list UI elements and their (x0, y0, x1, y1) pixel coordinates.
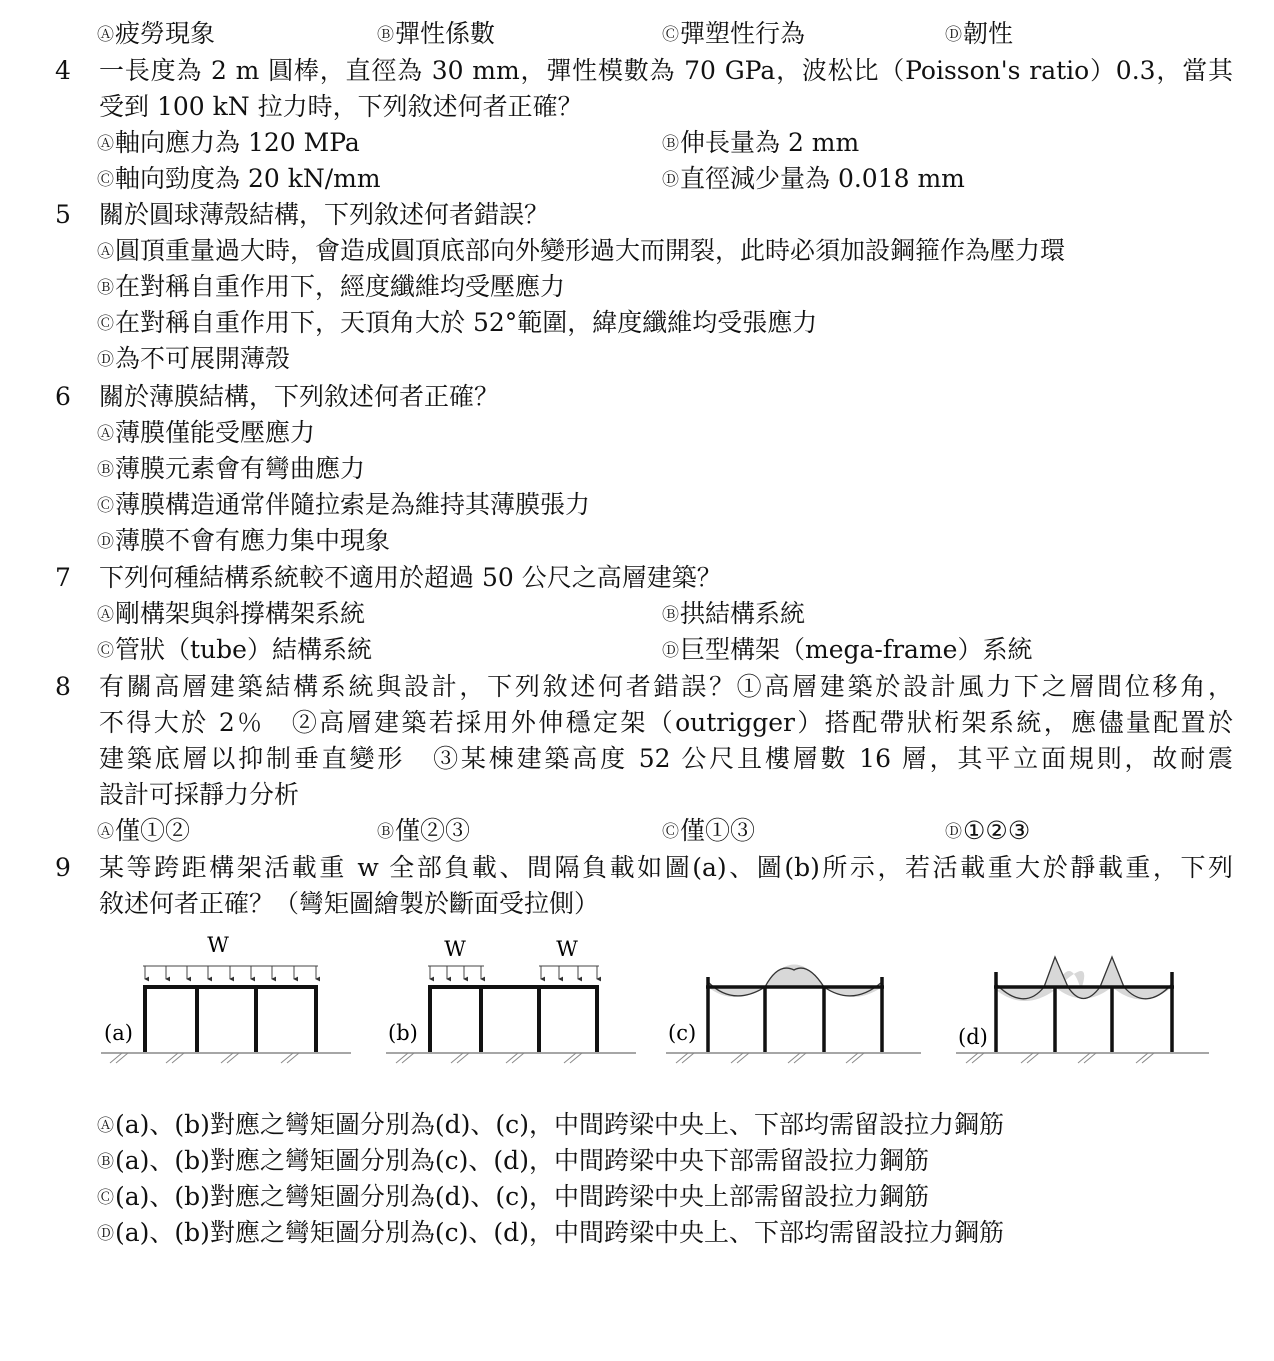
panel-label: (c) (668, 1021, 697, 1045)
q5-option-c: Ⓒ在對稱自重作用下，天頂角大於 52°範圍，緯度纖維均受張應力 (97, 308, 818, 337)
q7-option-b: Ⓑ拱結構系統 (662, 599, 806, 628)
q7-option-d: Ⓓ巨型構架（mega-frame）系統 (662, 635, 1033, 664)
frame-c (666, 965, 921, 1064)
q8-option-b: Ⓑ僅②③ (377, 816, 471, 845)
frame-a (101, 933, 351, 1063)
panel-label: (b) (388, 1021, 418, 1045)
question-stem-line: 受到 100 kN 拉力時，下列敘述何者正確？ (99, 92, 583, 121)
question-stem-line: 下列何種結構系統較不適用於超過 50 公尺之高層建築？ (99, 563, 722, 592)
q3-option-a: Ⓐ疲勞現象 (97, 19, 216, 48)
distributed-load-a (143, 966, 318, 979)
distributed-load-b (428, 966, 599, 979)
question-stem-line: 有關高層建築結構系統與設計，下列敘述何者錯誤？①高層建築於設計風力下之層間位移角， (99, 672, 1233, 701)
q4-option-d: Ⓓ直徑減少量為 0.018 mm (662, 164, 965, 193)
question-stem-line: 一長度為 2 m 圓棒，直徑為 30 mm，彈性模數為 70 GPa，波松比（Poisson's ratio）0.3，當其 (99, 56, 1233, 85)
question-number: 5 (55, 200, 71, 229)
question-number: 4 (55, 56, 71, 85)
question-stem-line: 建築底層以抑制垂直變形 ③某棟建築高度 52 公尺且樓層數 16 層，其平立面規則，故耐震 (99, 744, 1233, 773)
q9-option-a: Ⓐ(a)、(b)對應之彎矩圖分別為(d)、(c)，中間跨梁中央上、下部均需留設拉力鋼筋 (97, 1110, 1004, 1139)
q5-option-a: Ⓐ圓頂重量過大時，會造成圓頂底部向外變形過大而開裂，此時必須加設鋼箍作為壓力環 (97, 236, 1066, 265)
question-stem-line: 關於圓球薄殼結構，下列敘述何者錯誤？ (99, 200, 550, 229)
q3-option-d: Ⓓ韌性 (945, 19, 1014, 48)
q4-option-b: Ⓑ伸長量為 2 mm (662, 128, 860, 157)
frame-d (956, 957, 1209, 1063)
q4-option-c: Ⓒ軸向勁度為 20 kN/mm (97, 164, 381, 193)
question-stem-line: 敘述何者正確？（彎矩圖繪製於斷面受拉側） (99, 889, 600, 918)
load-label: W (444, 937, 466, 961)
panel-label: (d) (958, 1025, 988, 1049)
q3-option-b: Ⓑ彈性係數 (377, 19, 496, 48)
load-label: W (556, 937, 578, 961)
question-stem-line: 某等跨距構架活載重 w 全部負載、間隔負載如圖(a)、圖(b)所示，若活載重大於靜載重，下列 (99, 853, 1233, 882)
q8-option-d: Ⓓ①②③ (945, 816, 1031, 845)
q6-option-b: Ⓑ薄膜元素會有彎曲應力 (97, 454, 366, 483)
question-number: 6 (55, 382, 71, 411)
question-number: 9 (55, 853, 71, 882)
question-stem-line: 設計可採靜力分析 (99, 780, 300, 809)
q8-option-c: Ⓒ僅①③ (662, 816, 756, 845)
q5-option-b: Ⓑ在對稱自重作用下，經度纖維均受壓應力 (97, 272, 566, 301)
question-number: 7 (55, 563, 71, 592)
q7-option-c: Ⓒ管狀（tube）結構系統 (97, 635, 372, 664)
q9-option-d: Ⓓ(a)、(b)對應之彎矩圖分別為(c)、(d)，中間跨梁中央上、下部均需留設拉力鋼筋 (97, 1218, 1004, 1247)
q6-option-c: Ⓒ薄膜構造通常伴隨拉索是為維持其薄膜張力 (97, 490, 591, 519)
q9-option-c: Ⓒ(a)、(b)對應之彎矩圖分別為(d)、(c)，中間跨梁中央上部需留設拉力鋼筋 (97, 1182, 929, 1211)
question-stem-line: 不得大於 2％ ②高層建築若採用外伸穩定架（outrigger）搭配帶狀桁架系統，應儘量配置於 (99, 708, 1233, 737)
q4-option-a: Ⓐ軸向應力為 120 MPa (97, 128, 360, 157)
q6-option-a: Ⓐ薄膜僅能受壓應力 (97, 418, 316, 447)
question-stem-line: 關於薄膜結構，下列敘述何者正確？ (99, 382, 500, 411)
frame-diagrams (96, 932, 1216, 1067)
q7-option-a: Ⓐ剛構架與斜撐構架系統 (97, 599, 366, 628)
q3-option-c: Ⓒ彈塑性行為 (662, 19, 806, 48)
q8-option-a: Ⓐ僅①② (97, 816, 191, 845)
panel-label: (a) (104, 1021, 133, 1045)
frame-b (386, 937, 636, 1063)
q5-option-d: Ⓓ為不可展開薄殼 (97, 344, 291, 373)
load-label: W (207, 933, 229, 957)
q6-option-d: Ⓓ薄膜不會有應力集中現象 (97, 526, 391, 555)
q9-option-b: Ⓑ(a)、(b)對應之彎矩圖分別為(c)、(d)，中間跨梁中央下部需留設拉力鋼筋 (97, 1146, 929, 1175)
question-number: 8 (55, 672, 71, 701)
